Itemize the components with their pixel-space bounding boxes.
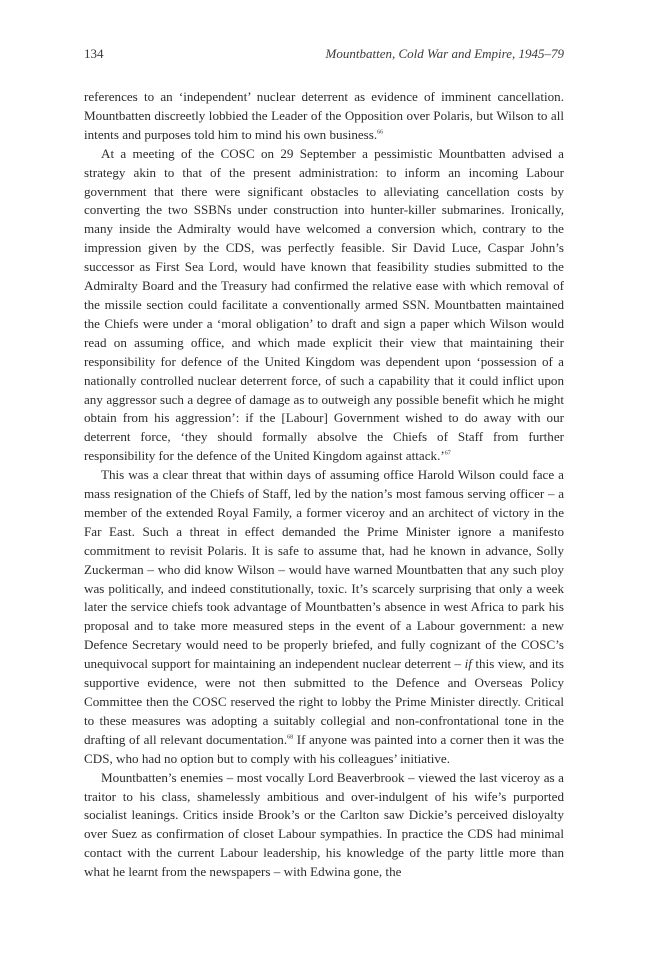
body-text bbox=[84, 88, 564, 882]
paragraph-text: this view, and its supportive evidence, were not then submitted to the Defence and Overseas Policy Committee then the COSC reserved the right to lobby the Prime Minister directly. Critical to these measures was adopting a suitably collegial and non-confrontational tone in the drafting of all relevant documentation. bbox=[84, 656, 564, 747]
running-title: Mountbatten, Cold War and Empire, 1945–79 bbox=[325, 46, 564, 61]
paragraph-text: references to an ‘independent’ nuclear deterrent as evidence of imminent cancellation. Mountbatten discreetly lobbied the Leader of the Opposition over Polaris, but Wilson to all intents and purposes told him to mind his own business. bbox=[84, 89, 564, 142]
footnote-ref[interactable]: 67 bbox=[444, 450, 451, 457]
paragraph-4 bbox=[84, 769, 564, 882]
paragraph-3 bbox=[84, 466, 564, 769]
footnote-ref[interactable]: 68 bbox=[287, 734, 294, 741]
paragraph-1 bbox=[84, 88, 564, 145]
paragraph-text: Mountbatten’s enemies – most vocally Lord Beaverbrook – viewed the last viceroy as a traitor to his class, shamelessly ambitious and over-indulgent of his wife’s purported socialist leanings. Critics inside Brook’s or the Carlton saw Dickie’s perceived disloyalty over Suez as confirmation of closet Labour sympathies. In practice the CDS had minimal contact with the current Labour leadership, his knowledge of the party little more than what he learnt from the newspapers – with Edwina gone, the bbox=[84, 769, 564, 880]
paragraph-text: If anyone was painted into a corner then it was the CDS, who had no option but to comply with his colleagues’ initiative. bbox=[84, 731, 564, 766]
paragraph-text: At a meeting of the COSC on 29 September a pessimistic Mountbatten advised a strategy akin to that of the present administration: to inform an incoming Labour government that there were significant obstacles to alleviating cancellation costs by converting the two SSBNs under construction into hunter-killer submarines. Ironically, many inside the Admiralty would have welcomed a conversion which, contrary to the impression given by the CDS, was perfectly feasible. Sir David Luce, Caspar John’s successor as First Sea Lord, would have known that feasibility studies submitted to the Admiralty Board and the Treasury had confirmed the relative ease with which removal of the missile section could facilitate a conventionally armed SSN. Mountbatten maintained the Chiefs were under a ‘moral obligation’ to draft and sign a paper which Wilson would read on assuming office, and which made explicit their view that maintaining their responsibility for defence of the United Kingdom was dependent upon ‘possession of a nationally controlled nuclear deterrent force, of such a capability that it could inflict upon any aggressor such a degree of damage as to outweigh any possible benefit which he might obtain from his aggression’: if the [Labour] Government wished to do away with our deterrent force, ‘they should formally absolve the Chiefs of Staff from further responsibility for the defence of the United Kingdom against attack.’ bbox=[84, 145, 564, 464]
running-head bbox=[84, 40, 564, 62]
paragraph-2 bbox=[84, 145, 564, 466]
paragraph-text: This was a clear threat that within days of assuming office Harold Wilson could face a mass resignation of the Chiefs of Staff, led by the nation’s most famous serving officer – a member of the extended Royal Family, a former viceroy and an architect of victory in the Far East. Such a threat in effect demanded the Prime Minister ignore a manifesto commitment to revisit Polaris. It is safe to assume that, had he known in advance, Solly Zuckerman – who did know Wilson – would have warned Mountbatten that any such ploy was politically, and indeed constitutionally, toxic. It’s scarcely surprising that only a week later the service chiefs took advantage of Mountbatten’s absence in west Africa to park his proposal and to take more measured steps in the event of a Labour government: a new Defence Secretary would need to be properly briefed, and fully cognizant of the COSC’s unequivocal support for maintaining an independent nuclear deterrent – bbox=[84, 467, 564, 672]
book-page bbox=[84, 40, 564, 882]
footnote-ref[interactable]: 66 bbox=[377, 129, 384, 136]
page-number: 134 bbox=[84, 46, 104, 61]
italic-word: if bbox=[464, 656, 472, 672]
